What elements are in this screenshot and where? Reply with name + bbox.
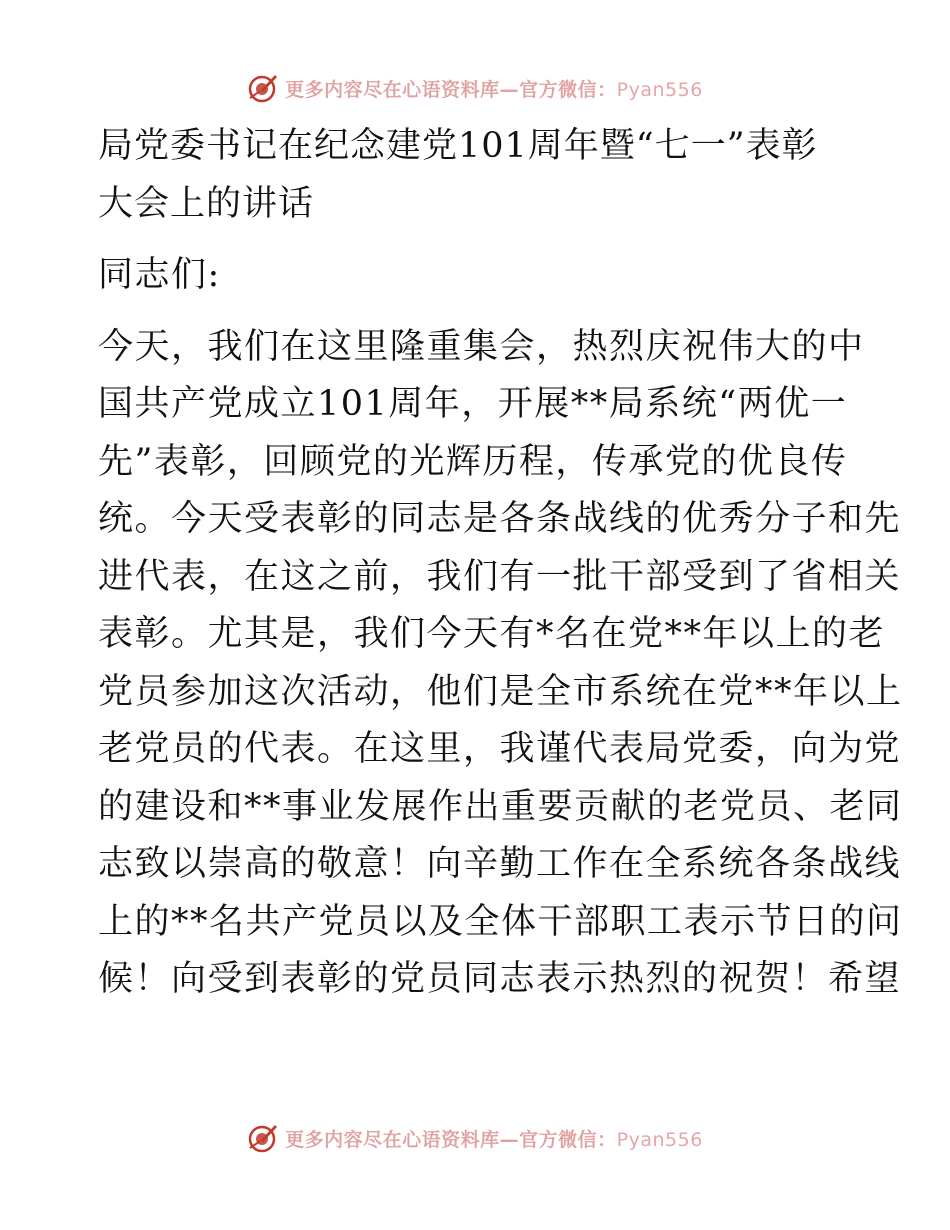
document-body	[98, 118, 903, 1009]
paragraph-line: 今天，我们在这里隆重集会，热烈庆祝伟大的中	[98, 326, 865, 367]
watermark-wechat-id: Pyan556	[616, 1128, 703, 1151]
paragraph-line: 老党员的代表。在这里，我谨代表局党委，向为党	[98, 729, 902, 769]
quill-seal-icon	[247, 1122, 279, 1154]
watermark-text: 更多内容尽在心语资料库—官方微信：Pyan556	[285, 1128, 703, 1151]
footer-watermark	[0, 1122, 950, 1154]
paragraph-line: 先”表彰，回顾党的光辉历程，传承党的优良传	[98, 441, 848, 482]
paragraph-line: 进代表，在这之前，我们有一批干部受到了省相关	[98, 556, 902, 597]
paragraph-line: 统。今天受表彰的同志是各条战线的优秀分子和先	[98, 499, 902, 539]
document-title-line-2: 大会上的讲话	[98, 183, 315, 224]
quill-seal-icon	[247, 72, 279, 104]
paragraph-line: 上的**名共产党员以及全体干部职工表示节日的问	[98, 901, 903, 942]
document-title-line-1: 局党委书记在纪念建党101周年暨“七一”表彰	[98, 126, 818, 166]
paragraph-line: 志致以崇高的敬意！向辛勤工作在全系统各条战线	[98, 844, 902, 884]
header-watermark	[0, 72, 950, 104]
paragraph-line: 候！向受到表彰的党员同志表示热烈的祝贺！希望	[98, 959, 902, 999]
paragraph-line: 国共产党成立101周年，开展**局系统“两优一	[98, 384, 848, 424]
paragraph-line: 党员参加这次活动，他们是全市系统在党**年以上	[98, 671, 903, 712]
paragraph-line: 表彰。尤其是，我们今天有*名在党**年以上的老	[98, 614, 886, 654]
watermark-text: 更多内容尽在心语资料库—官方微信：Pyan556	[285, 78, 703, 101]
watermark-wechat-id: Pyan556	[616, 78, 703, 101]
greeting: 同志们:	[98, 255, 221, 295]
paragraph-line: 的建设和**事业发展作出重要贡献的老党员、老同	[98, 786, 903, 827]
